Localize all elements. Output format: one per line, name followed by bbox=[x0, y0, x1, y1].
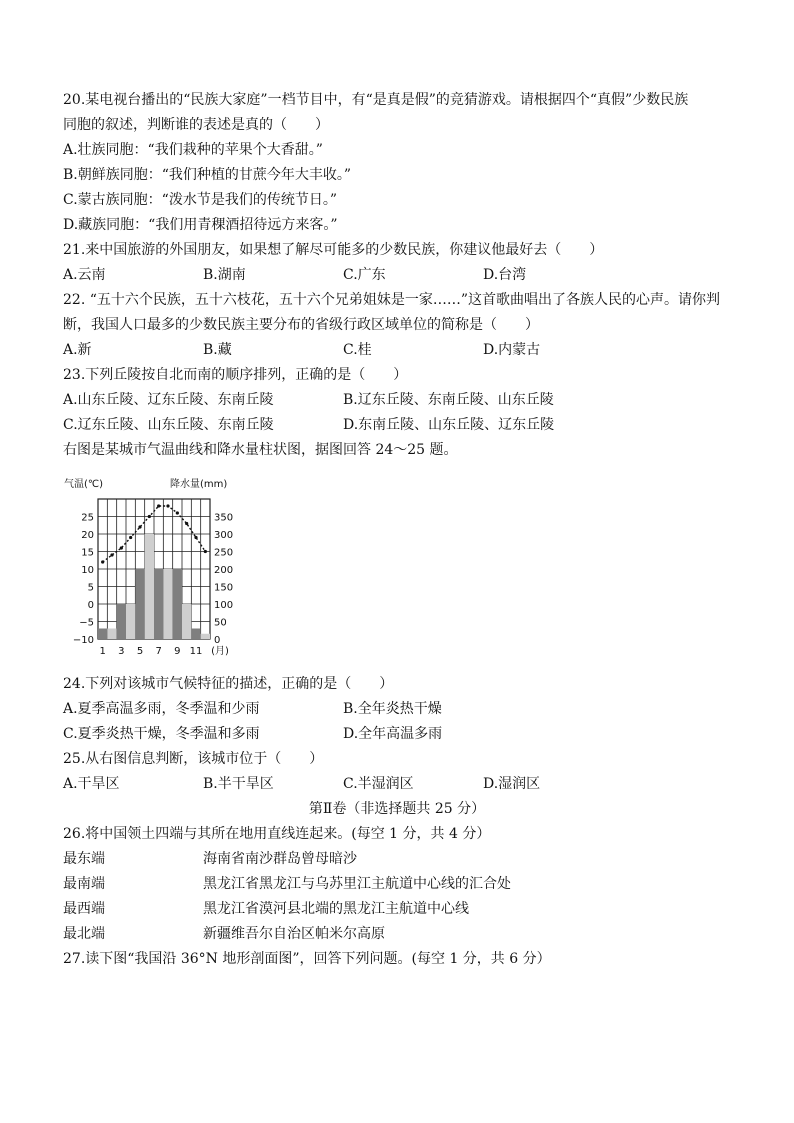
precip-bar-4 bbox=[126, 604, 135, 639]
temp-point-12 bbox=[204, 550, 207, 553]
temp-point-1 bbox=[101, 560, 104, 563]
precip-bar-2 bbox=[107, 629, 116, 640]
precip-bar-12 bbox=[201, 634, 210, 639]
q26-term-east: 最东端 bbox=[63, 851, 105, 867]
temp-point-10 bbox=[185, 522, 188, 525]
q20-option-b: B.朝鲜族同胞：“我们种植的甘蔗今年大丰收。” bbox=[63, 167, 352, 183]
precip-bar-8 bbox=[163, 569, 172, 639]
temp-tick-label: 15 bbox=[81, 547, 94, 559]
month-tick-label: 5 bbox=[136, 646, 144, 657]
q22-stem-line2: 断，我国人口最多的少数民族主要分布的省级行政区域单位的简称是（ ） bbox=[63, 317, 539, 333]
q25-option-d: D.湿润区 bbox=[483, 776, 541, 792]
precip-tick-label: 50 bbox=[214, 617, 227, 629]
q26-term-west: 最西端 bbox=[63, 901, 105, 917]
climate-chart bbox=[60, 472, 250, 662]
q24-option-d: D.全年高温多雨 bbox=[343, 726, 443, 742]
q21-option-c: C.广东 bbox=[343, 267, 386, 283]
q25-option-b: B.半干旱区 bbox=[203, 776, 274, 792]
q23-option-d: D.东南丘陵、山东丘陵、辽东丘陵 bbox=[343, 417, 555, 433]
q23-option-a: A.山东丘陵、辽东丘陵、东南丘陵 bbox=[63, 392, 274, 408]
q22-stem-line1: 22. “五十六个民族，五十六枝花，五十六个兄弟姐妹是一家……”这首歌曲唱出了各族人民的心声。请你判 bbox=[63, 292, 721, 308]
precip-tick-label: 300 bbox=[214, 530, 234, 541]
q23-option-b: B.辽东丘陵、东南丘陵、山东丘陵 bbox=[343, 392, 554, 408]
temp-point-4 bbox=[129, 536, 132, 539]
q21-option-d: D.台湾 bbox=[483, 267, 527, 283]
q24-stem: 24.下列对该城市气候特征的描述，正确的是（ ） bbox=[63, 676, 394, 692]
temp-point-9 bbox=[176, 511, 179, 514]
precip-tick-label: 250 bbox=[214, 547, 234, 559]
q22-option-b: B.藏 bbox=[203, 342, 232, 358]
temp-point-6 bbox=[148, 515, 151, 518]
q20-option-d: D.藏族同胞：“我们用青稞酒招待远方来客。” bbox=[63, 217, 338, 233]
precip-bar-9 bbox=[173, 569, 182, 639]
temp-tick-label: 10 bbox=[81, 565, 94, 576]
q21-option-b: B.湖南 bbox=[203, 267, 246, 283]
month-tick-label: 7 bbox=[155, 646, 162, 657]
precip-bar-6 bbox=[145, 534, 154, 639]
temp-tick-label: 5 bbox=[87, 582, 94, 594]
q20-stem-line2: 同胞的叙述，判断谁的表述是真的（ ） bbox=[63, 117, 329, 133]
precip-bar-3 bbox=[117, 604, 126, 639]
q22-option-d: D.内蒙古 bbox=[483, 342, 541, 358]
month-tick-label: 3 bbox=[118, 646, 125, 657]
q26-place-1: 海南省南沙群岛曾母暗沙 bbox=[203, 851, 357, 867]
q20-stem-line1: 20.某电视台播出的“民族大家庭”一档节目中，有“是真是假”的竞猜游戏。请根据四个“真假”少数民族 bbox=[63, 92, 689, 108]
q23-option-c: C.辽东丘陵、山东丘陵、东南丘陵 bbox=[63, 417, 274, 433]
q20-option-a: A.壮族同胞：“我们栽种的苹果个大香甜。” bbox=[63, 142, 323, 158]
q25-option-c: C.半湿润区 bbox=[343, 776, 414, 792]
precip-tick-label: 350 bbox=[214, 512, 234, 524]
temp-point-3 bbox=[120, 546, 123, 549]
temp-point-5 bbox=[138, 525, 141, 528]
q22-option-c: C.桂 bbox=[343, 342, 372, 358]
precip-tick-label: 0 bbox=[214, 635, 221, 646]
q26-place-3: 黑龙江省漠河县北端的黑龙江主航道中心线 bbox=[203, 901, 469, 917]
precip-bar-1 bbox=[98, 629, 107, 640]
precip-bar-11 bbox=[191, 629, 200, 640]
q22-option-a: A.新 bbox=[63, 342, 92, 358]
precip-tick-label: 150 bbox=[214, 582, 234, 594]
precip-bar-7 bbox=[154, 569, 163, 639]
q26-place-4: 新疆维吾尔自治区帕米尔高原 bbox=[203, 926, 385, 942]
precip-tick-label: 200 bbox=[214, 565, 234, 576]
q26-term-north: 最北端 bbox=[63, 926, 105, 942]
precip-bar-10 bbox=[182, 604, 191, 639]
q24-option-c: C.夏季炎热干燥，冬季温和多雨 bbox=[63, 726, 260, 742]
month-tick-label: 11 bbox=[189, 646, 203, 657]
temp-tick-label: 0 bbox=[87, 600, 94, 611]
x-unit-label: (月) bbox=[211, 646, 229, 657]
temp-axis-title: 气温(℃) bbox=[64, 479, 104, 490]
precip-bar-5 bbox=[135, 569, 144, 639]
temp-tick-label: −5 bbox=[79, 617, 94, 629]
temp-tick-label: 20 bbox=[81, 530, 94, 541]
q26-place-2: 黑龙江省黑龙江与乌苏里江主航道中心线的汇合处 bbox=[203, 876, 511, 892]
temp-point-2 bbox=[110, 553, 113, 556]
temp-tick-label: 25 bbox=[81, 512, 94, 524]
precip-axis-title: 降水量(mm) bbox=[170, 479, 228, 490]
temp-point-7 bbox=[157, 504, 160, 507]
q23-stem: 23.下列丘陵按自北而南的顺序排列，正确的是（ ） bbox=[63, 367, 408, 383]
q25-stem: 25.从右图信息判断，该城市位于（ ） bbox=[63, 751, 324, 767]
temp-tick-label: −10 bbox=[72, 635, 94, 646]
q20-option-c: C.蒙古族同胞：“泼水节是我们的传统节日。” bbox=[63, 192, 337, 208]
temp-point-8 bbox=[166, 504, 169, 507]
q26-stem: 26.将中国领土四端与其所在地用直线连起来。(每空 1 分，共 4 分） bbox=[63, 826, 491, 842]
q26-term-south: 最南端 bbox=[63, 876, 105, 892]
precip-tick-label: 100 bbox=[214, 600, 234, 611]
q21-stem: 21.来中国旅游的外国朋友，如果想了解尽可能多的少数民族，你建议他最好去（ ） bbox=[63, 242, 604, 258]
q24-option-b: B.全年炎热干燥 bbox=[343, 701, 442, 717]
q21-option-a: A.云南 bbox=[63, 267, 106, 283]
temp-point-11 bbox=[194, 536, 197, 539]
q24-option-a: A.夏季高温多雨，冬季温和少雨 bbox=[63, 701, 260, 717]
month-tick-label: 1 bbox=[99, 646, 106, 657]
chart-intro: 右图是某城市气温曲线和降水量柱状图，据图回答 24～25 题。 bbox=[63, 442, 458, 458]
q25-option-a: A.干旱区 bbox=[63, 776, 120, 792]
q27-stem: 27.读下图“我国沿 36°N 地形剖面图”，回答下列问题。(每空 1 分，共 6 分） bbox=[63, 951, 551, 967]
section-2-title: 第Ⅱ卷（非选择题共 25 分） bbox=[308, 801, 486, 817]
month-tick-label: 9 bbox=[174, 646, 181, 657]
